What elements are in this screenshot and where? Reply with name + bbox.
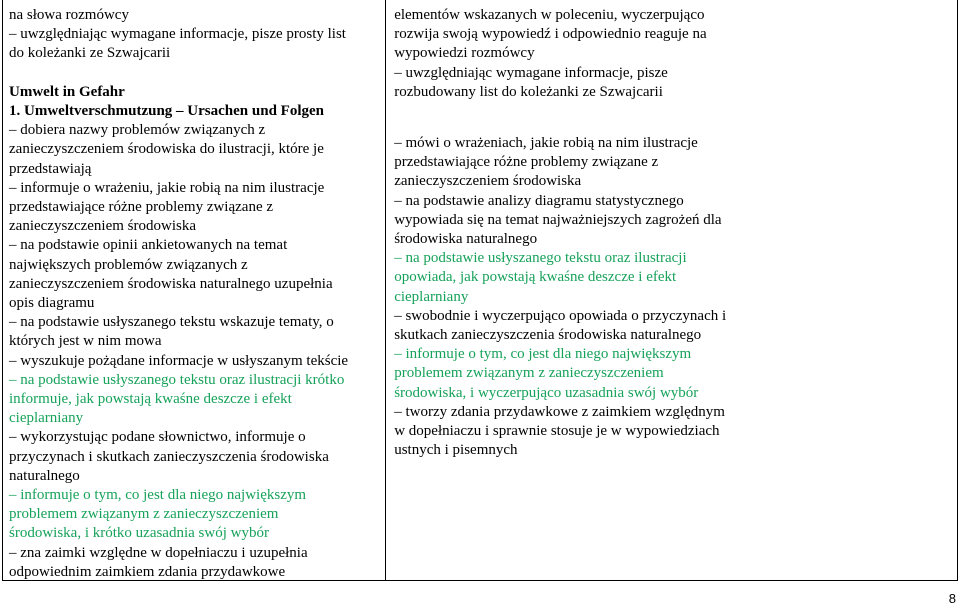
text-line: wypowiedzi rozmówcy bbox=[394, 45, 535, 62]
text-line: ustnych i pisemnych bbox=[394, 442, 518, 459]
text-line: – zna zaimki względne w dopełniaczu i uzupełnia bbox=[9, 544, 308, 561]
text-line: – uwzględniając wymagane informacje, pisze bbox=[394, 64, 668, 81]
text-line: których jest w nim mowa bbox=[9, 333, 162, 350]
text-line: do koleżanki ze Szwajcarii bbox=[9, 45, 171, 62]
text-line: odpowiednim zaimkiem zdania przydawkowe bbox=[9, 563, 286, 580]
text-line: informuje, jak powstają kwaśne deszcze i efekt bbox=[9, 391, 292, 408]
text-line: przyczynach i skutkach zanieczyszczenia środowiska bbox=[9, 448, 329, 465]
text-line: zanieczyszczeniem środowiska naturalnego uzupełnia bbox=[9, 275, 333, 292]
text-line: – na podstawie opinii ankietowanych na temat bbox=[9, 237, 288, 254]
text-line: przedstawiające różne problemy związane z bbox=[394, 154, 659, 171]
text-line: problemem związanym z zanieczyszczeniem bbox=[9, 506, 279, 523]
text-line: rozbudowany list do koleżanki ze Szwajcarii bbox=[394, 83, 663, 100]
text-line: na słowa rozmówcy bbox=[9, 7, 129, 23]
left-column bbox=[3, 0, 386, 580]
page-number: 8 bbox=[948, 591, 956, 606]
text-line: – informuje o wrażeniu, jakie robią na nim ilustracje bbox=[9, 179, 325, 196]
text-line: środowiska naturalnego bbox=[394, 231, 538, 248]
text-line: – informuje o tym, co jest dla niego największym bbox=[394, 346, 692, 363]
text-line: – na podstawie usłyszanego tekstu oraz ilustracji bbox=[394, 250, 687, 267]
text-line: – na podstawie usłyszanego tekstu wskazuje tematy, o bbox=[9, 314, 334, 331]
text-line: cieplarniany bbox=[9, 410, 84, 427]
text-line: największych problemów związanych z bbox=[9, 256, 248, 273]
right-column bbox=[386, 0, 957, 580]
text-line: – informuje o tym, co jest dla niego największym bbox=[9, 487, 307, 504]
text-line: – na podstawie usłyszanego tekstu oraz ilustracji krótko bbox=[9, 371, 345, 388]
blank-line bbox=[9, 64, 381, 83]
text-line: – swobodnie i wyczerpująco opowiada o przyczynach i bbox=[394, 307, 727, 324]
text-line: problemem związanym z zanieczyszczeniem bbox=[394, 365, 664, 382]
text-line: – wyszukuje pożądane informacje w usłyszanym tekście bbox=[9, 352, 349, 369]
text-line: w dopełniaczu i sprawnie stosuje je w wypowiedziach bbox=[394, 423, 720, 440]
text-line: opis diagramu bbox=[9, 295, 95, 312]
text-line: rozwija swoją wypowiedź i odpowiednio reaguje na bbox=[394, 26, 707, 43]
text-line: opowiada, jak powstają kwaśne deszcze i efekt bbox=[394, 269, 677, 286]
spacer bbox=[394, 102, 953, 134]
text-line: – wykorzystując podane słownictwo, informuje o bbox=[9, 429, 306, 446]
text-line: – uwzględniając wymagane informacje, pisze prosty list bbox=[9, 26, 346, 43]
text-line: środowiska, i wyczerpująco uzasadnia swój wybór bbox=[394, 384, 699, 401]
text-line: zanieczyszczeniem środowiska do ilustracji, które je bbox=[9, 141, 324, 158]
text-line: Umwelt in Gefahr bbox=[9, 83, 125, 100]
text-line: – mówi o wrażeniach, jakie robią na nim ilustracje bbox=[394, 135, 698, 152]
text-line: środowiska, i krótko uzasadnia swój wybór bbox=[9, 525, 269, 542]
text-line: przedstawiają bbox=[9, 160, 92, 177]
text-line: skutkach zanieczyszczenia środowiska naturalnego bbox=[394, 327, 702, 344]
text-line: elementów wskazanych w poleceniu, wyczerpująco bbox=[394, 7, 705, 23]
text-line: – tworzy zdania przydawkowe z zaimkiem względnym bbox=[394, 403, 725, 420]
text-line: 1. Umweltverschmutzung – Ursachen und Folgen bbox=[9, 103, 324, 120]
text-line: zanieczyszczeniem środowiska bbox=[394, 173, 582, 190]
text-line: wypowiada się na temat najważniejszych zagrożeń dla bbox=[394, 211, 722, 228]
text-line: cieplarniany bbox=[394, 288, 469, 305]
text-line: przedstawiające różne problemy związane z bbox=[9, 199, 274, 216]
text-line: zanieczyszczeniem środowiska bbox=[9, 218, 196, 235]
text-line: – dobiera nazwy problemów związanych z bbox=[9, 122, 266, 139]
text-line: naturalnego bbox=[9, 467, 80, 484]
criteria-table bbox=[2, 0, 958, 581]
text-line: – na podstawie analizy diagramu statystycznego bbox=[394, 192, 684, 209]
